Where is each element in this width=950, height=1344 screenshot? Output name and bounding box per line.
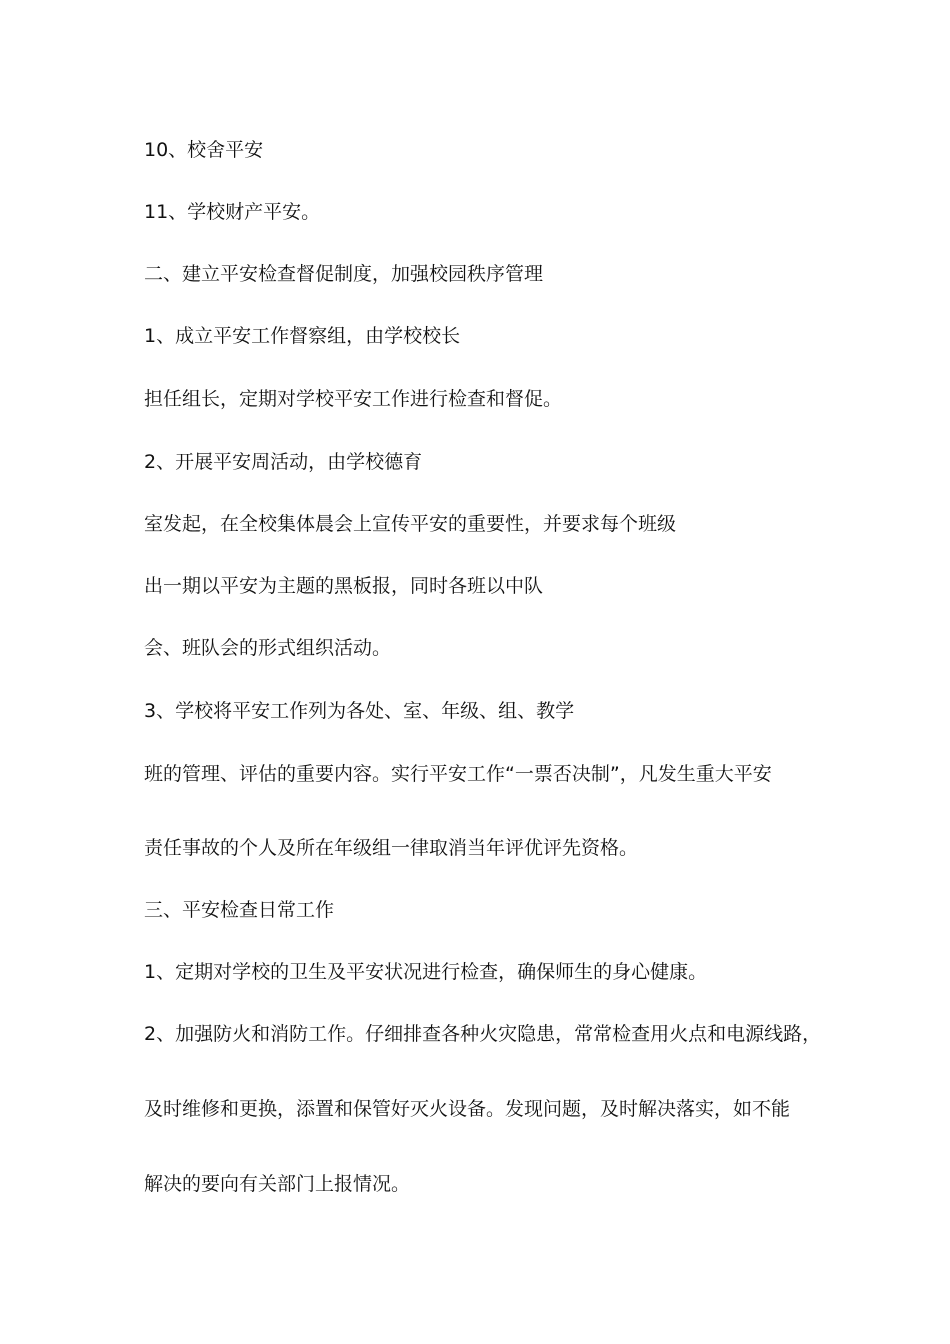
- text-line-3-2-cont-1: 及时维修和更换，添置和保管好灭火设备。发现问题，及时解决落实，如不能: [144, 1098, 791, 1120]
- section-heading-2: 二、建立平安检查督促制度，加强校园秩序管理: [144, 263, 544, 285]
- text-line-2-1: 1、成立平安工作督察组，由学校校长: [144, 325, 461, 347]
- text-line-2-2-cont-2: 出一期以平安为主题的黑板报，同时各班以中队: [144, 575, 544, 597]
- text-line-2-2-cont-1: 室发起，在全校集体晨会上宣传平安的重要性，并要求每个班级: [144, 513, 677, 535]
- text-line-2-3-cont-1: 班的管理、评估的重要内容。实行平安工作“一票否决制”，凡发生重大平安: [144, 763, 772, 785]
- text-line-3-1: 1、定期对学校的卫生及平安状况进行检查，确保师生的身心健康。: [144, 961, 708, 983]
- text-line-2-2-cont-3: 会、班队会的形式组织活动。: [144, 637, 392, 659]
- text-line-item-11: 11、学校财产平安。: [144, 201, 321, 223]
- text-line-2-1-cont: 担任组长，定期对学校平安工作进行检查和督促。: [144, 388, 563, 410]
- text-line-3-2: 2、加强防火和消防工作。仔细排查各种火灾隐患，常常检查用火点和电源线路，: [144, 1023, 822, 1045]
- text-line-item-10: 10、校舍平安: [144, 139, 264, 161]
- text-line-2-3-cont-2: 责任事故的个人及所在年级组一律取消当年评优评先资格。: [144, 837, 639, 859]
- text-line-3-2-cont-2: 解决的要向有关部门上报情况。: [144, 1173, 411, 1195]
- section-heading-3: 三、平安检查日常工作: [144, 899, 335, 921]
- text-line-2-3: 3、学校将平安工作列为各处、室、年级、组、教学: [144, 700, 575, 722]
- text-line-2-2: 2、开展平安周活动，由学校德育: [144, 451, 423, 473]
